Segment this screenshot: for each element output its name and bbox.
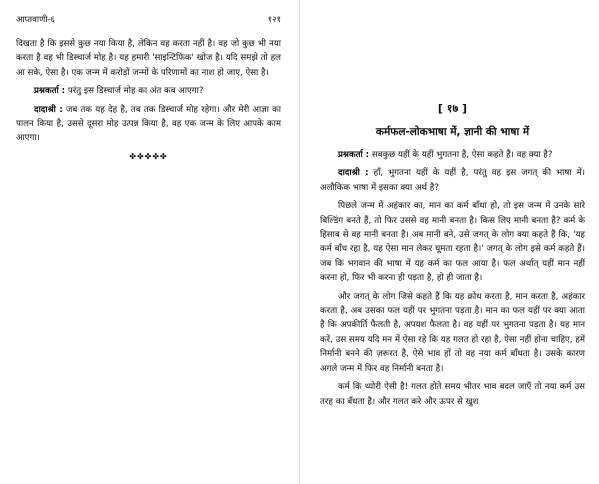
- chapter-number: [ १७ ]: [437, 102, 468, 115]
- questioner-label: प्रश्नकर्ता :: [338, 150, 370, 160]
- question-text: सबकुछ यहीं के यहीं भुगतना है, ऐसा कहते हैं। वह क्या है?: [371, 150, 553, 160]
- chapter-title: कर्मफल-लोकभाषा में, ज्ञानी की भाषा में: [375, 126, 530, 138]
- answer: [320, 166, 585, 195]
- paragraph: दिखता है कि इससे कुछ नया किया है, लेकिन वह करता नहीं है। वह जो कुछ भी नया करता है वह भी डिस्चार्ज मोह है। यह हमारी 'साइन्टिफिक' खोज है। यदि समझे तो हल आ सके, ऐसा है। एक जन्म में करोड़ों जन्मों के परिणामों का नाश हो जाए, ऐसा है।: [16, 39, 281, 78]
- left-page-body: [16, 37, 281, 162]
- answer-text: जब तक यह देह है, तब तक डिस्चार्ज मोह रहेगा। और मेरी आज्ञा का पालन किया है, उससे दूसरा मोह उत्पन्न किया है, वह एक जन्म के लिए आपके काम आएगा।: [16, 104, 281, 144]
- questioner-label: प्रश्नकर्ता :: [34, 86, 66, 97]
- left-page-header: [16, 14, 281, 26]
- question: [320, 148, 585, 162]
- right-page-body: [320, 148, 585, 409]
- question: [16, 84, 281, 98]
- answer-text: हाँ, भुगतना यहीं के यहीं है, परंतु वह इस जगत् की भाषा में। अलौकिक भाषा में इसका क्या अर्थ है?: [320, 168, 585, 193]
- section-end-ornament: ✤✤✤✤✤: [129, 151, 168, 161]
- paragraph: पिछले जन्म में अहंकार का, मान का कर्म बाँधा हो, तो इस जन्म में उनके सारे बिल्डिंग बनते हैं, तो फिर उससे वह मानी बनता है। किस लिए मानी बनता है? कर्म के हिसाब से वह मानी बनता है। अब मानी बने, उसे जगत् के लोग क्या कहते हैं कि, 'यह कर्म बाँध रहा है, यह ऐसा मान लेकर घूमता रहता है।' जगत् के लोग इसे कर्म कहते हैं। जब कि भगवान की भाषा में यह कर्म का फल आया है। फल अर्थात् यहीं मान नहीं करना हो, फिर भी करना ही पड़ता है, हो ही जाता है।: [320, 201, 585, 284]
- paragraph: कर्म कि थ्योरी ऐसी है! गलत होते समय भीतर भाव बदल जाएँ तो नया कर्म उस तरह का बँधता है। और गलत करे और ऊपर से खुश: [320, 382, 585, 407]
- left-page: [0, 0, 299, 484]
- answer: [16, 103, 281, 146]
- page-number: १२१: [267, 15, 281, 25]
- running-header-title: आप्तवाणी-६: [16, 15, 55, 25]
- speaker-label: दादाश्री :: [34, 104, 63, 115]
- speaker-label: दादाश्री :: [338, 168, 369, 179]
- paragraph: और जगत् के लोग जिसे कहते हैं कि यह क्रोध करता है, मान करता है, अहंकार करता है, अब उसका फल यहीं पर भुगतना पड़ता है। मान का फल यहीं पर क्या आता है कि अपकीर्ति फैलती है, अपयश फैलता है। वह यहीं पर भुगतना पड़ता है। यह मान करें, उस समय यदि मन में ऐसा रहे कि यह गलत हो रहा है, ऐसा नहीं होना चाहिए, हमें निर्मानी बनने की ज़रूरत है, ऐसे भाव हों तो वह नया कर्म बाँधता है। उसके कारण अगले जन्म में फिर वह निर्मानी बनता है।: [320, 291, 585, 374]
- question-text: परंतु इस डिस्चार्ज मोह का अंत कब आएगा?: [67, 86, 204, 97]
- right-page: [300, 0, 599, 484]
